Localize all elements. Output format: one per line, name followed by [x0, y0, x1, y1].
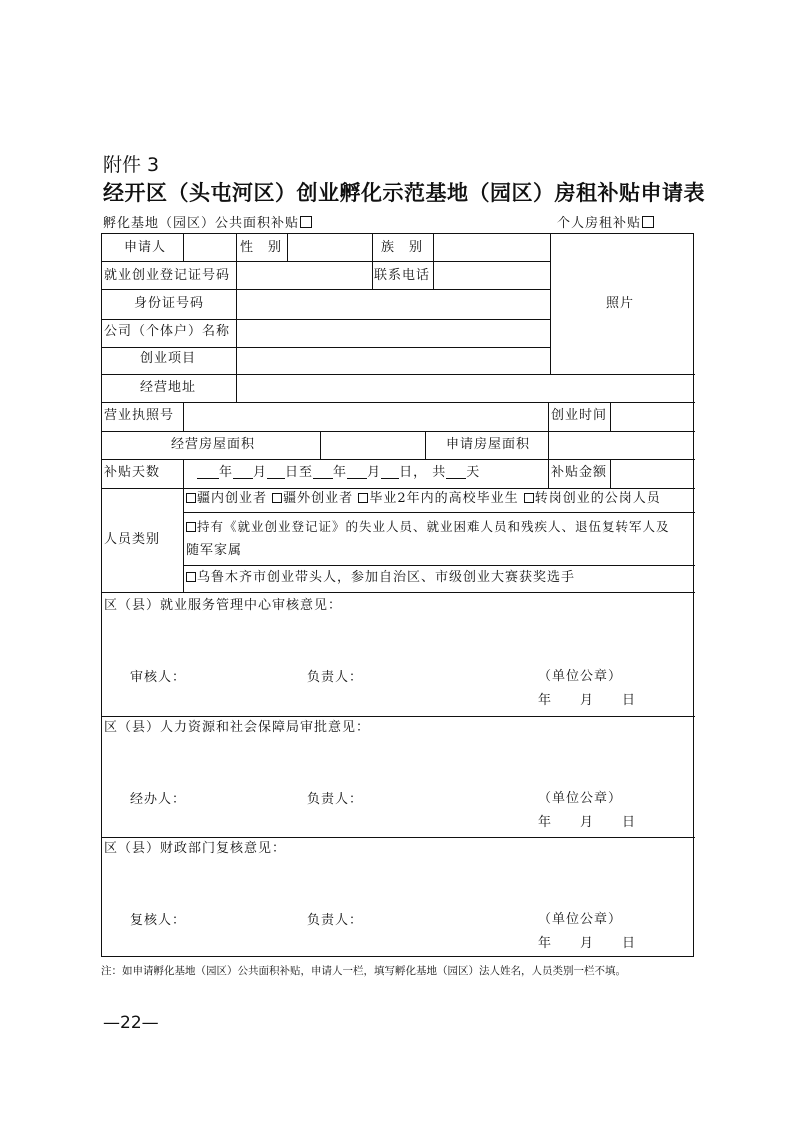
checkbox-xinjiang-local[interactable] — [186, 493, 196, 503]
review-1-heading: 区（县）就业服务管理中心审核意见： — [104, 598, 343, 613]
review-1-reviewer: 审核人： — [130, 670, 187, 685]
category-graduate: 毕业2年内的高校毕业生 — [369, 491, 519, 506]
category-public-post: 转岗创业的公岗人员 — [534, 491, 661, 506]
label-applicant: 申请人 — [124, 240, 167, 255]
category-row-2-cont: 随军家属 — [186, 543, 243, 558]
footnote: 注：如申请孵化基地（园区）公共面积补贴，申请人一栏，填写孵化基地（园区）法人姓名，人员类别一栏不填。 — [101, 965, 626, 977]
review-2-heading: 区（县）人力资源和社会保障局审批意见： — [104, 720, 371, 735]
label-ethnicity: 族 别 — [381, 240, 424, 255]
label-id-number: 身份证号码 — [134, 296, 205, 311]
review-2-responsible: 负责人： — [307, 792, 364, 807]
category-xinjiang-local: 疆内创业者 — [197, 491, 268, 506]
date-days: 天 — [466, 465, 481, 480]
label-start-time: 创业时间 — [551, 408, 608, 423]
annex-label: 附件 3 — [103, 154, 160, 176]
review-1-seal: （单位公章） — [538, 669, 623, 684]
date-year-2: 年 — [333, 465, 348, 480]
category-entrepreneur-leader: 乌鲁木齐市创业带头人，参加自治区、市级创业大赛获奖选手 — [197, 570, 576, 585]
label-phone: 联系电话 — [374, 268, 431, 283]
form-title: 经开区（头屯河区）创业孵化示范基地（园区）房租补贴申请表 — [103, 180, 705, 205]
date-month: 月 — [253, 465, 268, 480]
subsidy-option-public[interactable] — [103, 212, 312, 231]
label-photo: 照片 — [606, 296, 635, 311]
date-year: 年 — [219, 465, 234, 480]
review-3-heading: 区（县）财政部门复核意见： — [104, 841, 287, 856]
page-number: —22— — [103, 1013, 159, 1033]
review-1-responsible: 负责人： — [307, 670, 364, 685]
category-registered-unemployed: 持有《就业创业登记证》的失业人员、就业困难人员和残疾人、退伍复转军人及 — [197, 519, 670, 534]
label-project: 创业项目 — [140, 351, 197, 366]
label-gender: 性 别 — [240, 240, 283, 255]
review-3-seal: （单位公章） — [538, 912, 623, 927]
review-3-rechecker: 复核人： — [130, 913, 187, 928]
category-row-3 — [186, 570, 575, 586]
date-range — [197, 465, 480, 481]
label-license-number: 营业执照号 — [104, 408, 175, 423]
label-subsidy-amount: 补贴金额 — [551, 465, 608, 480]
date-total: 共 — [432, 465, 447, 480]
category-row-2 — [186, 519, 670, 535]
date-month-2: 月 — [367, 465, 382, 480]
subsidy-option-personal-label: 个人房租补贴 — [557, 216, 642, 231]
review-3-date: 年 月 日 — [538, 936, 637, 951]
label-subsidy-days: 补贴天数 — [104, 465, 161, 480]
subsidy-option-public-label: 孵化基地（园区）公共面积补贴 — [103, 216, 300, 231]
checkbox-registered-unemployed[interactable] — [186, 522, 196, 532]
label-address: 经营地址 — [140, 380, 197, 395]
subsidy-option-personal[interactable] — [557, 212, 654, 231]
label-business-area: 经营房屋面积 — [171, 437, 256, 452]
checkbox-personal-rent[interactable] — [642, 216, 654, 228]
date-day-end: 日， — [399, 465, 428, 480]
checkbox-public-area[interactable] — [300, 216, 312, 228]
label-company-name: 公司（个体户）名称 — [104, 324, 231, 339]
category-xinjiang-outside: 疆外创业者 — [283, 491, 354, 506]
review-3-responsible: 负责人： — [307, 913, 364, 928]
checkbox-entrepreneur-leader[interactable] — [186, 572, 196, 582]
review-2-date: 年 月 日 — [538, 815, 637, 830]
review-2-handler: 经办人： — [130, 792, 187, 807]
label-apply-area: 申请房屋面积 — [446, 437, 531, 452]
category-row-1 — [186, 491, 661, 507]
review-1-date: 年 月 日 — [538, 693, 637, 708]
checkbox-public-post[interactable] — [524, 493, 534, 503]
date-to: 日至 — [285, 465, 314, 480]
label-personnel-category: 人员类别 — [104, 532, 161, 547]
review-2-seal: （单位公章） — [538, 791, 623, 806]
checkbox-xinjiang-outside[interactable] — [272, 493, 282, 503]
checkbox-graduate[interactable] — [358, 493, 368, 503]
label-registration-number: 就业创业登记证号码 — [104, 268, 231, 283]
